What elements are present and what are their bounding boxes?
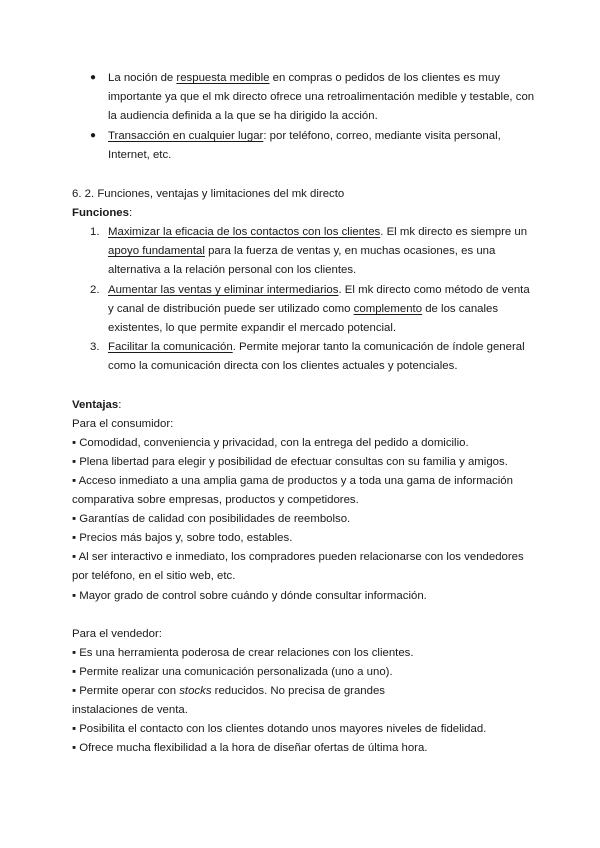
funcion-1-line-2: apoyo fundamental para la fuerza de ventas y, en muchas ocasiones, es una [108, 245, 496, 257]
vendedor-item: ▪ Posibilita el contacto con los clientes dotando unos mayores niveles de fidelidad. [72, 723, 487, 735]
funcion-1-line-1: Maximizar la eficacia de los contactos con los clientes. El mk directo es siempre un [108, 226, 528, 238]
funcion-1-line-3: alternativa a la relación personal con los clientes. [108, 264, 357, 276]
consumidor-item: comparativa sobre empresas, productos y competidores. [72, 494, 359, 506]
consumidor-item: ▪ Precios más bajos y, sobre todo, estables. [72, 532, 293, 544]
consumidor-item: ▪ Comodidad, conveniencia y privacidad, con la entrega del pedido a domicilio. [72, 437, 469, 449]
vendedor-item: instalaciones de venta. [72, 704, 188, 716]
vendedor-item: ▪ Permite realizar una comunicación personalizada (uno a uno). [72, 666, 393, 678]
consumidor-item: ▪ Al ser interactivo e inmediato, los compradores pueden relacionarse con los vendedores [72, 551, 524, 563]
top-bullet-1-line-1: La noción de respuesta medible en compras o pedidos de los clientes es muy [108, 72, 500, 84]
item-number: 1. [90, 226, 100, 238]
bullet-dot-icon: ● [90, 72, 97, 83]
vendedor-item: ▪ Es una herramienta poderosa de crear relaciones con los clientes. [72, 647, 414, 659]
consumidor-item: por teléfono, en el sitio web, etc. [72, 570, 236, 582]
top-bullet-1-line-2: importante ya que el mk directo ofrece una retroalimentación medible y testable, con [108, 91, 535, 103]
bullet-dot-icon: ● [90, 130, 97, 141]
top-bullet-1-line-3: la audiencia definida a la que se ha dirigido la acción. [108, 110, 378, 122]
funcion-2-line-1: Aumentar las ventas y eliminar intermediarios. El mk directo como método de venta [108, 284, 530, 296]
vendedor-item: ▪ Permite operar con stocks reducidos. No precisa de grandes [72, 685, 386, 697]
vendedor-label: Para el vendedor: [72, 628, 162, 640]
item-number: 2. [90, 284, 100, 296]
top-bullet-2-line-1: Transacción en cualquier lugar: por teléfono, correo, mediante visita personal, [108, 130, 501, 142]
consumidor-item: ▪ Garantías de calidad con posibilidades de reembolso. [72, 513, 351, 525]
funciones-heading: Funciones: [72, 207, 133, 219]
item-number: 3. [90, 341, 100, 353]
section-title: 6. 2. Funciones, ventajas y limitaciones del mk directo [72, 188, 345, 200]
funcion-3-line-1: Facilitar la comunicación. Permite mejorar tanto la comunicación de índole general [108, 341, 525, 353]
funcion-2-line-2: y canal de distribución puede ser utilizado como complemento de los canales [108, 303, 499, 315]
vendedor-item: ▪ Ofrece mucha flexibilidad a la hora de diseñar ofertas de última hora. [72, 742, 428, 754]
funcion-3-line-2: como la comunicación directa con los clientes actuales y potenciales. [108, 360, 458, 372]
consumidor-label: Para el consumidor: [72, 418, 174, 430]
funcion-2-line-3: existentes, lo que permite expandir el mercado potencial. [108, 322, 397, 334]
consumidor-item: ▪ Plena libertad para elegir y posibilidad de efectuar consultas con su familia y amigos. [72, 456, 508, 468]
consumidor-item: ▪ Acceso inmediato a una amplia gama de productos y a toda una gama de información [72, 475, 513, 487]
consumidor-item: ▪ Mayor grado de control sobre cuándo y dónde consultar información. [72, 590, 427, 602]
top-bullet-2-line-2: Internet, etc. [108, 149, 172, 161]
ventajas-heading: Ventajas: [72, 399, 122, 411]
